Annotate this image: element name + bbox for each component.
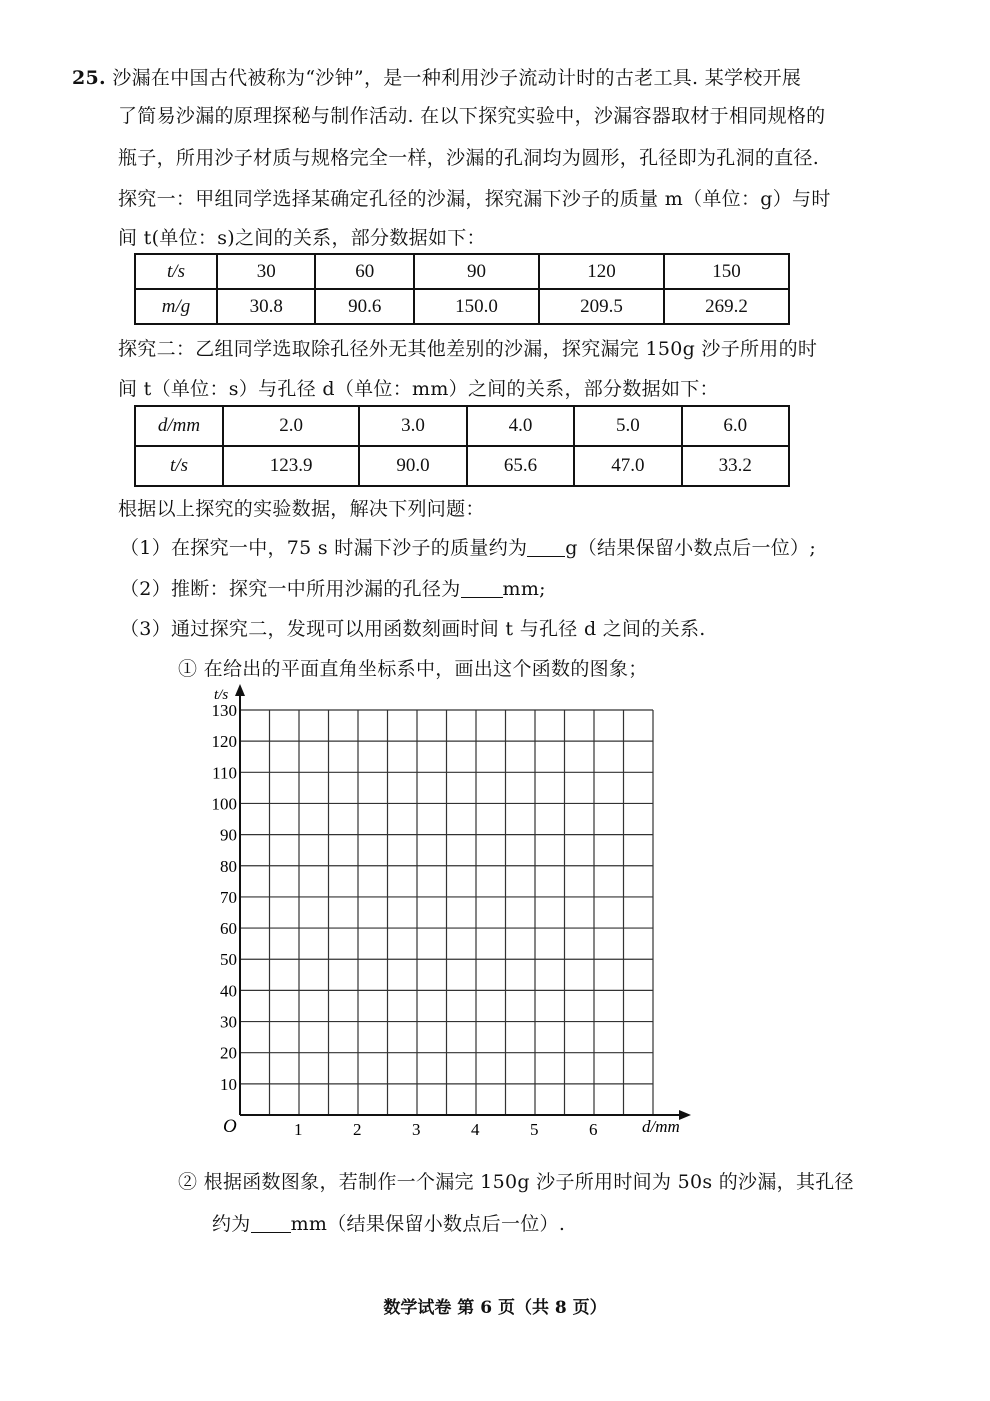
y-axis-label: t/s	[214, 687, 229, 703]
table-cell: 209.5	[539, 289, 664, 324]
table-cell: 90.6	[315, 289, 413, 324]
table-row	[135, 289, 789, 324]
intro-line: 瓶子，所用沙子材质与规格完全一样，沙漏的孔洞均为圆形，孔径即为孔洞的直径.	[118, 147, 820, 169]
y-tick-label: 90	[220, 825, 237, 845]
sub-question-3-2: ② 根据函数图象，若制作一个漏完 150g 沙子所用时间为 50s 的沙漏，其孔径	[178, 1171, 854, 1193]
x-axis-label: d/mm	[642, 1117, 680, 1136]
x-axis-arrow	[679, 1110, 691, 1120]
sub-question-3-2-line2	[212, 1212, 565, 1236]
grid-lines	[240, 710, 653, 1115]
y-tick-label: 20	[220, 1043, 237, 1063]
table-cell: 65.6	[467, 446, 574, 486]
table-cell: 30	[217, 254, 315, 289]
y-tick-label: 130	[211, 701, 237, 720]
origin-label: O	[223, 1116, 237, 1137]
answer-blank[interactable]	[527, 538, 565, 557]
table-row	[135, 406, 789, 446]
table-cell: 6.0	[682, 406, 789, 446]
page-footer: 数学试卷 第 6 页（共 8 页）	[383, 1298, 607, 1318]
sub-question-2	[120, 577, 546, 601]
table-cell: 4.0	[467, 406, 574, 446]
table-header-cell: d/mm	[135, 406, 223, 446]
x-tick-label: 4	[471, 1120, 480, 1139]
table-cell: 60	[315, 254, 413, 289]
answer-blank[interactable]	[251, 1214, 291, 1233]
coordinate-grid-chart[interactable]	[200, 680, 700, 1140]
table-cell: 5.0	[574, 406, 681, 446]
lead-text: 根据以上探究的实验数据，解决下列问题：	[118, 498, 485, 520]
sub-question-2-text: （2）推断：探究一中所用沙漏的孔径为	[120, 578, 461, 600]
table-cell: 150	[664, 254, 789, 289]
table-cell: 33.2	[682, 446, 789, 486]
y-tick-label: 10	[220, 1074, 237, 1094]
table-header-cell: t/s	[135, 446, 223, 486]
y-tick-label: 120	[211, 732, 237, 752]
sub-question-1-text: （1）在探究一中，75 s 时漏下沙子的质量约为	[120, 537, 528, 559]
table-cell: 47.0	[574, 446, 681, 486]
y-tick-label: 30	[220, 1012, 237, 1032]
sub-question-3: （3）通过探究二，发现可以用函数刻画时间 t 与孔径 d 之间的关系.	[120, 618, 706, 640]
table-inquiry-1	[134, 253, 790, 325]
x-tick-label: 6	[589, 1120, 598, 1139]
inquiry2-line: 探究二：乙组同学选取除孔径外无其他差别的沙漏，探究漏完 150g 沙子所用的时	[118, 338, 818, 360]
table-cell: 150.0	[414, 289, 539, 324]
y-tick-label: 40	[220, 981, 237, 1001]
sub-question-3-2-suffix: mm（结果保留小数点后一位）.	[290, 1213, 566, 1235]
table-header-cell: m/g	[135, 289, 217, 324]
inquiry1-line: 间 t(单位：s)之间的关系，部分数据如下：	[118, 227, 486, 249]
table-cell: 90	[414, 254, 539, 289]
y-axis-arrow	[235, 684, 245, 696]
sub-question-3-2-prefix: 约为	[212, 1213, 251, 1235]
y-tick-label: 50	[220, 950, 237, 970]
table-header-cell: t/s	[135, 254, 217, 289]
table-cell: 30.8	[217, 289, 315, 324]
x-tick-label: 3	[412, 1120, 421, 1139]
inquiry2-line: 间 t（单位：s）与孔径 d（单位：mm）之间的关系，部分数据如下：	[118, 378, 719, 400]
table-row	[135, 446, 789, 486]
sub-question-3-1: ① 在给出的平面直角坐标系中，画出这个函数的图象；	[178, 658, 648, 680]
sub-question-1	[120, 536, 816, 560]
table-cell: 2.0	[223, 406, 359, 446]
sub-question-2-suffix: mm;	[502, 578, 546, 600]
y-tick-label: 80	[220, 856, 237, 876]
x-tick-label: 5	[530, 1120, 539, 1139]
table-cell: 120	[539, 254, 664, 289]
x-tick-label: 2	[353, 1120, 362, 1139]
table-cell: 90.0	[359, 446, 466, 486]
y-tick-label: 60	[220, 919, 237, 939]
question-line-1	[72, 66, 801, 90]
x-tick-label: 1	[294, 1120, 303, 1139]
y-tick-label: 100	[211, 794, 237, 814]
answer-blank[interactable]	[461, 579, 503, 598]
intro-line: 了简易沙漏的原理探秘与制作活动. 在以下探究实验中，沙漏容器取材于相同规格的	[118, 105, 826, 127]
question-number: 25.	[72, 67, 106, 89]
table-cell: 123.9	[223, 446, 359, 486]
table-cell: 269.2	[664, 289, 789, 324]
table-row	[135, 254, 789, 289]
table-inquiry-2	[134, 405, 790, 487]
sub-question-1-suffix: g（结果保留小数点后一位）;	[565, 537, 817, 559]
table-cell: 3.0	[359, 406, 466, 446]
intro-line: 沙漏在中国古代被称为“沙钟”，是一种利用沙子流动计时的古老工具. 某学校开展	[112, 67, 802, 89]
axes	[235, 684, 691, 1120]
y-tick-label: 70	[220, 887, 237, 907]
y-tick-label: 110	[212, 763, 237, 783]
inquiry1-line: 探究一：甲组同学选择某确定孔径的沙漏，探究漏下沙子的质量 m（单位：g）与时	[118, 188, 831, 210]
